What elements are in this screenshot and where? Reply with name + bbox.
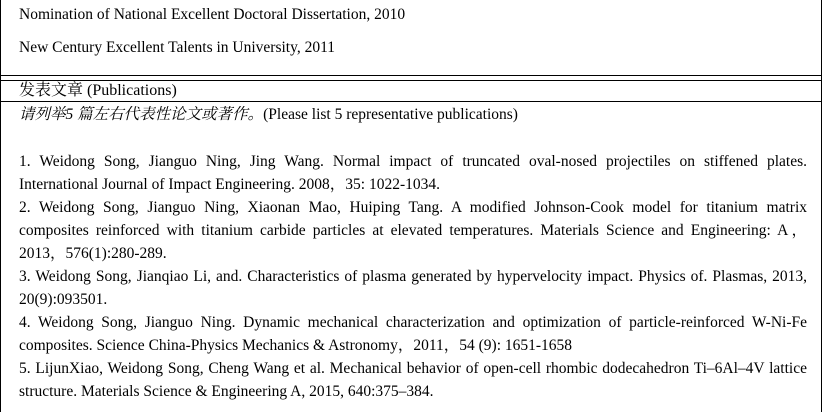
instruction-chinese: 请列举5 篇左右代表性论文或著作。: [19, 106, 264, 123]
publications-section: [1, 102, 821, 412]
publication-item: 2. Weidong Song, Jianguo Ning, Xiaonan Mao, Huiping Tang. A modified Johnson-Cook model for titanium matrix composites reinforced with titanium carbide particles at elevated temperatures. Materials Science and Engineering: A，2013，576(1):280-289.: [19, 199, 807, 262]
blank-line: [19, 126, 807, 150]
publications-instruction: [19, 104, 807, 126]
publications-heading: 发表文章 (Publications): [1, 80, 821, 102]
honors-section: [1, 0, 821, 76]
honor-item: Nomination of National Excellent Doctoral Dissertation, 2010: [19, 6, 406, 23]
instruction-english: (Please list 5 representative publications): [263, 106, 518, 123]
publication-item: 4. Weidong Song, Jianguo Ning. Dynamic mechanical characterization and optimization of particle-reinforced W-Ni-Fe composites. Science China-Physics Mechanics & Astronomy，2011，54 (9): 1651-1658: [19, 314, 807, 354]
publication-item: 3. Weidong Song, Jianqiao Li, and. Characteristics of plasma generated by hypervelocity impact. Physics of. Plasmas, 2013, 20(9):093501.: [19, 268, 807, 308]
honor-item: New Century Excellent Talents in University, 2011: [19, 39, 336, 56]
publication-item: 5. LijunXiao, Weidong Song, Cheng Wang et al. Mechanical behavior of open-cell rhombic dodecahedron Ti–6Al–4V lattice structure. Materials Science & Engineering A, 2015, 640:375–384.: [19, 360, 807, 400]
publication-item: 1. Weidong Song, Jianguo Ning, Jing Wang. Normal impact of truncated oval-nosed projectiles on stiffened plates. International Journal of Impact Engineering. 2008，35: 1022-1034.: [19, 153, 807, 193]
